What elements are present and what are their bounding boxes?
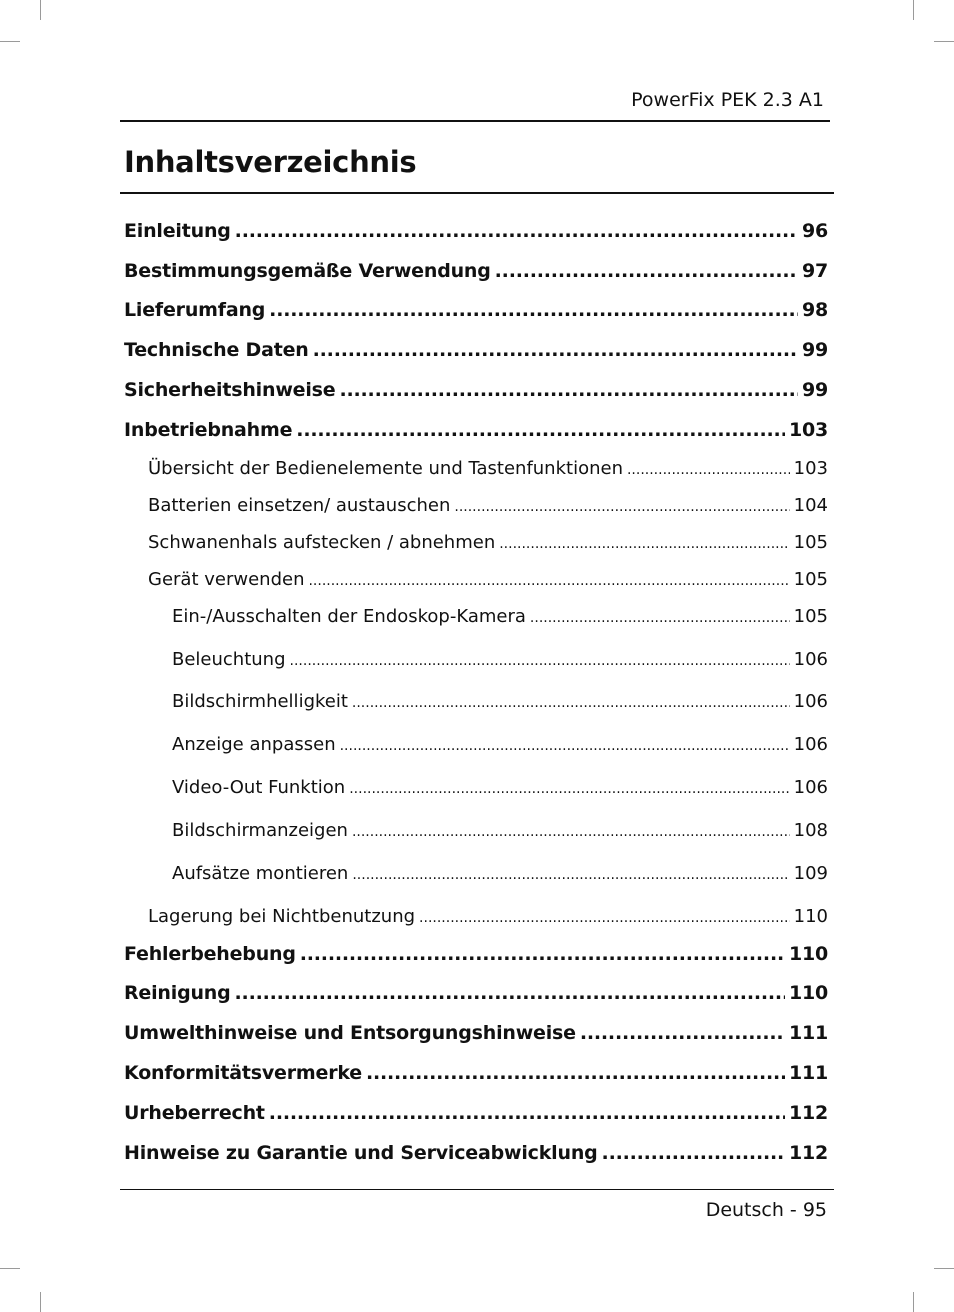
toc-entry-label: Reinigung	[124, 982, 231, 1004]
toc-entry-page: 103	[788, 419, 828, 441]
toc-entry	[148, 458, 828, 479]
toc-leader-dots	[352, 824, 790, 840]
toc-leader-dots	[352, 867, 789, 883]
toc-entry	[172, 777, 828, 798]
running-header: PowerFix PEK 2.3 A1	[631, 89, 824, 111]
toc-entry-page: 105	[793, 532, 828, 553]
toc-entry-page: 108	[793, 820, 828, 841]
toc-entry-label: Bildschirmanzeigen	[172, 820, 348, 841]
toc-leader-dots	[235, 220, 798, 242]
toc-entry-label: Übersicht der Bedienelemente und Tastenfunktionen	[148, 458, 623, 479]
page-number: Deutsch - 95	[705, 1199, 827, 1221]
crop-mark	[40, 0, 41, 20]
toc-entry-label: Beleuchtung	[172, 649, 286, 670]
toc-entry-page: 106	[793, 649, 828, 670]
toc-entry-page: 105	[793, 569, 828, 590]
toc-entry-label: Technische Daten	[124, 339, 309, 361]
toc-leader-dots	[627, 462, 790, 478]
toc-entry-page: 104	[793, 495, 828, 516]
crop-mark	[0, 1268, 20, 1269]
toc-entry-page: 96	[801, 220, 828, 242]
toc-leader-dots	[454, 499, 789, 515]
toc-entry-page: 103	[793, 458, 828, 479]
toc-entry	[172, 691, 828, 712]
toc-entry	[124, 260, 828, 282]
toc-entry-label: Inbetriebnahme	[124, 419, 293, 441]
toc-entry-label: Bildschirmhelligkeit	[172, 691, 348, 712]
toc-leader-dots	[313, 339, 798, 361]
toc-entry-label: Urheberrecht	[124, 1102, 265, 1124]
toc-entry	[124, 1022, 828, 1044]
toc-entry	[172, 863, 828, 884]
toc-entry-page: 106	[793, 691, 828, 712]
toc-entry	[172, 649, 828, 670]
toc-entry-page: 99	[801, 379, 828, 401]
toc-entry-label: Ein-/Ausschalten der Endoskop-Kamera	[172, 606, 526, 627]
toc-entry-page: 110	[793, 906, 828, 927]
toc-entry-page: 106	[793, 734, 828, 755]
crop-mark	[934, 1268, 954, 1269]
toc-entry	[124, 982, 828, 1004]
toc-leader-dots	[530, 610, 790, 626]
toc-entry	[124, 220, 828, 242]
toc-entry-label: Umwelthinweise und Entsorgungshinweise	[124, 1022, 576, 1044]
toc-entry	[124, 1062, 828, 1084]
toc-entry	[172, 734, 828, 755]
toc-entry	[148, 532, 828, 553]
toc-entry-page: 110	[788, 982, 828, 1004]
toc-leader-dots	[499, 536, 789, 552]
toc-entry	[148, 569, 828, 590]
crop-mark	[934, 41, 954, 42]
toc-leader-dots	[419, 910, 790, 926]
crop-mark	[0, 41, 20, 42]
toc-entry	[172, 606, 828, 627]
toc-entry-page: 97	[801, 260, 828, 282]
toc-leader-dots	[340, 738, 790, 754]
toc-entry	[124, 299, 828, 321]
toc-entry-page: 110	[788, 943, 828, 965]
header-rule	[120, 120, 830, 122]
toc-entry-page: 99	[801, 339, 828, 361]
toc-leader-dots	[352, 695, 790, 711]
toc-entry	[124, 419, 828, 441]
toc-entry-label: Video-Out Funktion	[172, 777, 346, 798]
toc-entry-label: Konformitätsvermerke	[124, 1062, 362, 1084]
toc-entry-label: Batterien einsetzen/ austauschen	[148, 495, 451, 516]
toc-entry-label: Anzeige anpassen	[172, 734, 336, 755]
toc-entry	[124, 1102, 828, 1124]
toc-leader-dots	[580, 1022, 785, 1044]
toc-entry-label: Sicherheitshinweise	[124, 379, 336, 401]
toc-entry-page: 106	[793, 777, 828, 798]
toc-entry	[124, 1142, 828, 1164]
toc-entry-page: 112	[788, 1102, 828, 1124]
toc-leader-dots	[290, 653, 790, 669]
toc-leader-dots	[300, 943, 785, 965]
toc-leader-dots	[308, 573, 789, 589]
toc-leader-dots	[296, 419, 785, 441]
toc-leader-dots	[602, 1142, 785, 1164]
toc-entry-page: 111	[788, 1022, 828, 1044]
toc-entry-label: Aufsätze montieren	[172, 863, 349, 884]
footer-rule	[120, 1189, 834, 1190]
toc-entry	[124, 379, 828, 401]
toc-entry	[172, 820, 828, 841]
title-rule	[120, 192, 834, 194]
toc-leader-dots	[495, 260, 798, 282]
toc-entry	[124, 943, 828, 965]
toc-entry	[124, 339, 828, 361]
toc-leader-dots	[339, 379, 797, 401]
toc-entry-label: Schwanenhals aufstecken / abnehmen	[148, 532, 496, 553]
toc-entry-page: 98	[801, 299, 828, 321]
toc-entry-label: Lagerung bei Nichtbenutzung	[148, 906, 416, 927]
toc-entry-page: 112	[788, 1142, 828, 1164]
toc-entry-page: 111	[788, 1062, 828, 1084]
toc-entry	[148, 906, 828, 927]
toc-entry-label: Bestimmungsgemäße Verwendung	[124, 260, 491, 282]
toc-entry-label: Hinweise zu Garantie und Serviceabwicklung	[124, 1142, 598, 1164]
toc-leader-dots	[349, 781, 789, 797]
toc-entry-page: 105	[793, 606, 828, 627]
toc-entry	[148, 495, 828, 516]
toc-entry-label: Gerät verwenden	[148, 569, 305, 590]
toc-entry-page: 109	[793, 863, 828, 884]
toc-leader-dots	[269, 299, 798, 321]
toc-entry-label: Fehlerbehebung	[124, 943, 296, 965]
crop-mark	[40, 1292, 41, 1312]
toc-entry-label: Lieferumfang	[124, 299, 266, 321]
toc-leader-dots	[366, 1062, 785, 1084]
toc-entry-label: Einleitung	[124, 220, 231, 242]
toc-leader-dots	[269, 1102, 785, 1124]
toc-leader-dots	[235, 982, 785, 1004]
page-title: Inhaltsverzeichnis	[124, 145, 417, 179]
crop-mark	[913, 1292, 914, 1312]
crop-mark	[913, 0, 914, 20]
